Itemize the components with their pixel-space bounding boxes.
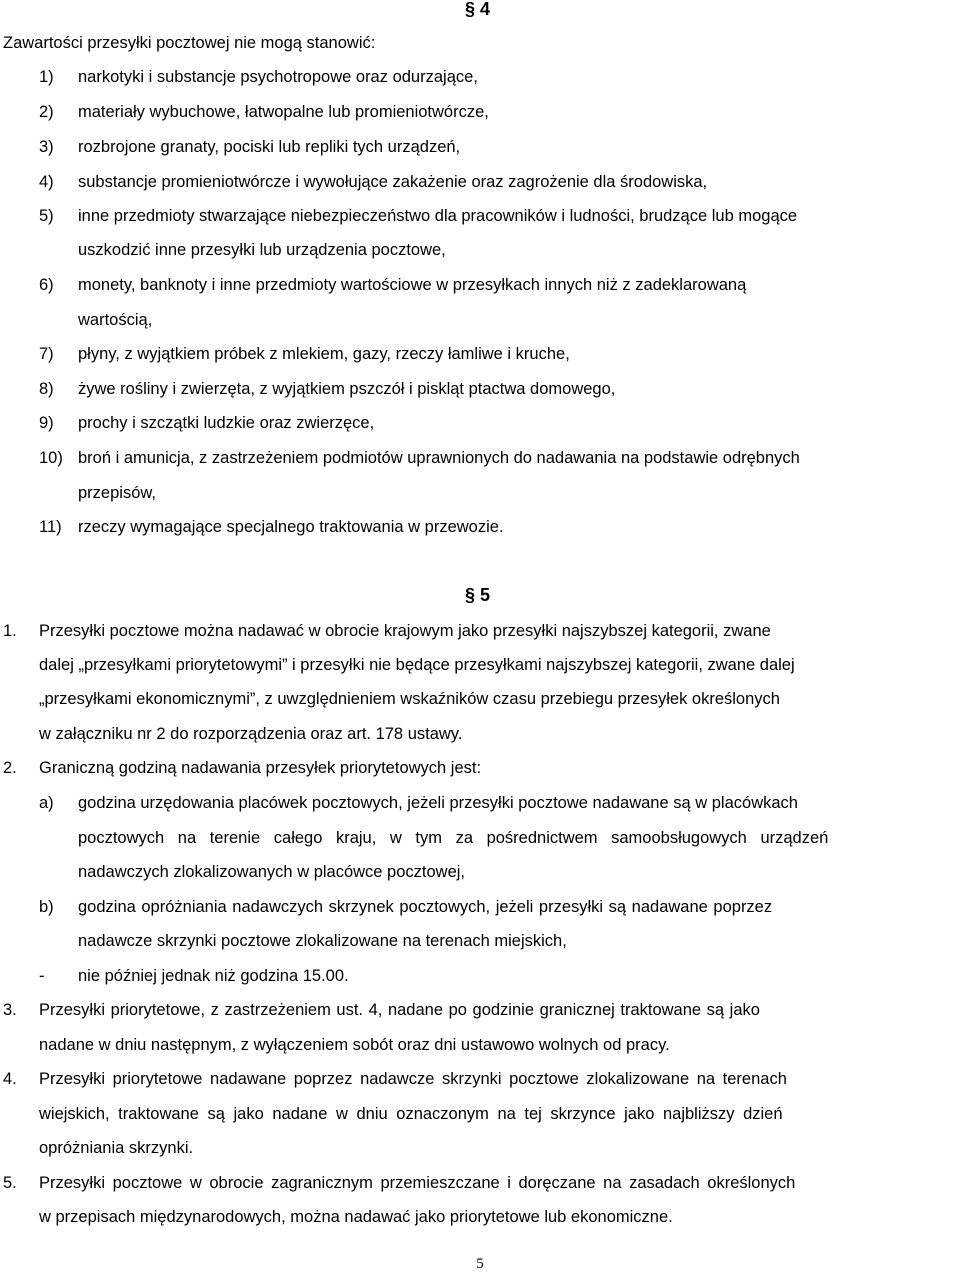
paragraph-number: 3. xyxy=(3,1001,17,1019)
list-item-text-continued: uszkodzić inne przesyłki lub urządzenia pocztowe, xyxy=(78,241,446,259)
list-item-number: 8) xyxy=(39,380,54,398)
sub-item-label: a) xyxy=(39,794,54,812)
sub-item-b-line: godzina opróżniania nadawczych skrzynek pocztowych, jeżeli przesyłki są nadawane poprzez xyxy=(78,898,773,916)
paragraph-number: 2. xyxy=(3,759,17,777)
paragraph-3-line: nadane w dniu następnym, z wyłączeniem sobót oraz dni ustawowo wolnych od pracy. xyxy=(39,1036,670,1054)
paragraph-1-line: dalej „przesyłkami priorytetowymi” i przesyłki nie będące przesyłkami najszybszej kategorii, zwane dalej xyxy=(39,656,795,674)
paragraph-5-line: w przepisach międzynarodowych, można nadawać jako priorytetowe lub ekonomiczne. xyxy=(39,1208,673,1226)
list-item-text: rzeczy wymagające specjalnego traktowania w przewozie. xyxy=(78,518,504,536)
list-item-text: monety, banknoty i inne przedmioty wartościowe w przesyłkach innych niż z zadeklarowaną xyxy=(78,276,747,294)
dash-item-text: nie później jednak niż godzina 15.00. xyxy=(78,967,349,985)
paragraph-4-line: Przesyłki priorytetowe nadawane poprzez nadawcze skrzynki pocztowe zlokalizowane na terenach xyxy=(39,1070,787,1088)
paragraph-5-line: Przesyłki pocztowe w obrocie zagranicznym przemieszczane i doręczane na zasadach określonych xyxy=(39,1174,796,1192)
list-item-text: prochy i szczątki ludzkie oraz zwierzęce, xyxy=(78,414,375,432)
list-item-text: inne przedmioty stwarzające niebezpieczeństwo dla pracowników i ludności, brudzące lub mogące xyxy=(78,207,798,225)
list-item-number: 3) xyxy=(39,138,54,156)
sub-item-a-line: godzina urzędowania placówek pocztowych, jeżeli przesyłki pocztowe nadawane są w placówkach xyxy=(78,794,798,812)
list-item-number: 5) xyxy=(39,207,54,225)
section-5-heading: § 5 xyxy=(465,585,491,605)
list-item-text: płyny, z wyjątkiem próbek z mlekiem, gazy, rzeczy łamliwe i kruche, xyxy=(78,345,570,363)
list-item-number: 6) xyxy=(39,276,54,294)
paragraph-1-line xyxy=(39,621,957,641)
section-4-intro: Zawartości przesyłki pocztowej nie mogą stanowić: xyxy=(3,34,376,52)
list-item-number: 2) xyxy=(39,103,54,121)
list-item-number: 4) xyxy=(39,173,54,191)
list-item-text: narkotyki i substancje psychotropowe oraz odurzające, xyxy=(78,68,478,86)
list-item-text: materiały wybuchowe, łatwopalne lub promieniotwórcze, xyxy=(78,103,489,121)
sub-item-label: b) xyxy=(39,898,54,916)
paragraph-3-line: Przesyłki priorytetowe, z zastrzeżeniem ust. 4, nadane po godzinie granicznej traktowane są jako xyxy=(39,1001,760,1019)
list-item-text: żywe rośliny i zwierzęta, z wyjątkiem pszczół i piskląt ptactwa domowego, xyxy=(78,380,616,398)
paragraph-1-line: „przesyłkami ekonomicznymi”, z uwzględnieniem wskaźników czasu przebiegu przesyłek określonych xyxy=(39,690,780,708)
sub-item-a-line: nadawczych zlokalizowanych w placówce pocztowej, xyxy=(78,863,466,881)
section-4-heading: § 4 xyxy=(465,0,491,19)
list-item-text: substancje promieniotwórcze i wywołujące zakażenie oraz zagrożenie dla środowiska, xyxy=(78,173,708,191)
paragraph-number: 5. xyxy=(3,1174,17,1192)
dash-item-label: - xyxy=(39,967,45,985)
list-item-text: rozbrojone granaty, pociski lub repliki tych urządzeń, xyxy=(78,138,461,156)
paragraph-4-line: opróżniania skrzynki. xyxy=(39,1139,194,1157)
paragraph-number: 1. xyxy=(3,622,17,640)
paragraph-text: Przesyłki pocztowe można nadawać w obrocie krajowym jako przesyłki najszybszej kategorii, zwane xyxy=(39,622,771,640)
sub-item-a-line: pocztowych na terenie całego kraju, w tym za pośrednictwem samoobsługowych urządzeń xyxy=(78,829,829,847)
list-item-number: 10) xyxy=(39,449,63,467)
paragraph-2-text: Graniczną godziną nadawania przesyłek priorytetowych jest: xyxy=(39,759,482,777)
paragraph-1-line: w załączniku nr 2 do rozporządzenia oraz art. 178 ustawy. xyxy=(39,725,463,743)
sub-item-b-line: nadawcze skrzynki pocztowe zlokalizowane na terenach miejskich, xyxy=(78,932,567,950)
list-item-text: broń i amunicja, z zastrzeżeniem podmiotów uprawnionych do nadawania na podstawie odrębnych xyxy=(78,449,800,467)
paragraph-number: 4. xyxy=(3,1070,17,1088)
list-item-number: 11) xyxy=(39,518,62,536)
list-item-number: 9) xyxy=(39,414,54,432)
list-item-number: 7) xyxy=(39,345,54,363)
list-item-number: 1) xyxy=(39,68,54,86)
list-item-text-continued: przepisów, xyxy=(78,484,156,502)
page-number: 5 xyxy=(476,1256,484,1272)
list-item-text-continued: wartością, xyxy=(78,311,153,329)
paragraph-4-line: wiejskich, traktowane są jako nadane w dniu oznaczonym na tej skrzynce jako najbliższy dzień xyxy=(39,1105,783,1123)
